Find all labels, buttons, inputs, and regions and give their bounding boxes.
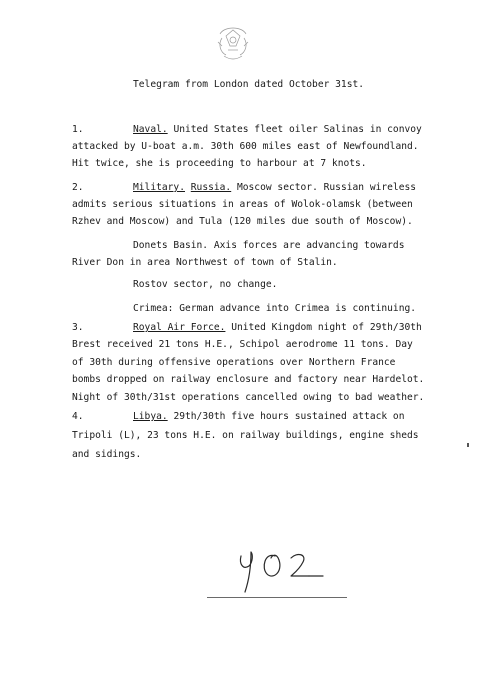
section-heading-military: Military. [133,182,185,193]
section-text-line: Donets Basin. Axis forces are advancing towards [133,240,405,251]
section-text-line: Brest received 21 tons H.E., Schipol aerodrome 11 tons. Day [72,339,413,350]
section-text-line: Naval. United States fleet oiler Salinas in convoy [133,124,422,135]
section-number: 1. [72,124,84,135]
section-heading-raf: Royal Air Force. [133,322,226,333]
section-text-line: admits serious situations in areas of Wolok-olamsk (between [72,199,413,210]
embossed-seal-icon [212,22,254,62]
section-text-line: of 30th during offensive operations over Northern France [72,357,396,368]
section-number: 4. [72,411,84,422]
section-text-line: River Don in area Northwest of town of Stalin. [72,257,338,268]
section-text-line: Crimea: German advance into Crimea is continuing. [133,303,417,314]
section-text-line: attacked by U-boat a.m. 30th 600 miles east of Newfoundland. [72,141,419,152]
section-heading-naval: Naval. [133,124,168,135]
section-text-line: Military. Russia. Moscow sector. Russian wireless [133,182,417,193]
section-number: 2. [72,182,84,193]
section-text-line: Rostov sector, no change. [133,279,278,290]
section-subheading-russia: Russia. [190,182,232,193]
section-text-line: Tripoli (L), 23 tons H.E. on railway buildings, engine sheds [72,430,419,441]
section-text-line: Rzhev and Moscow) and Tula (120 miles due south of Moscow). [72,216,413,227]
margin-mark [467,443,469,447]
section-heading-libya: Libya. [133,411,168,422]
section-text-line: and sidings. [72,449,142,460]
signature-line [207,597,347,598]
handwritten-annotation [235,546,327,596]
section-text-line: Hit twice, she is proceeding to harbour at 7 knots. [72,158,367,169]
section-text-line: Royal Air Force. United Kingdom night of 29th/30th [133,322,422,333]
section-text-line: bombs dropped on railway enclosure and factory near Hardelot. [72,374,425,385]
page-title: Telegram from London dated October 31st. [133,79,365,90]
section-number: 3. [72,322,84,333]
section-text-line: Night of 30th/31st operations cancelled owing to bad weather. [72,392,425,403]
section-text-line: Libya. 29th/30th five hours sustained attack on [133,411,405,422]
